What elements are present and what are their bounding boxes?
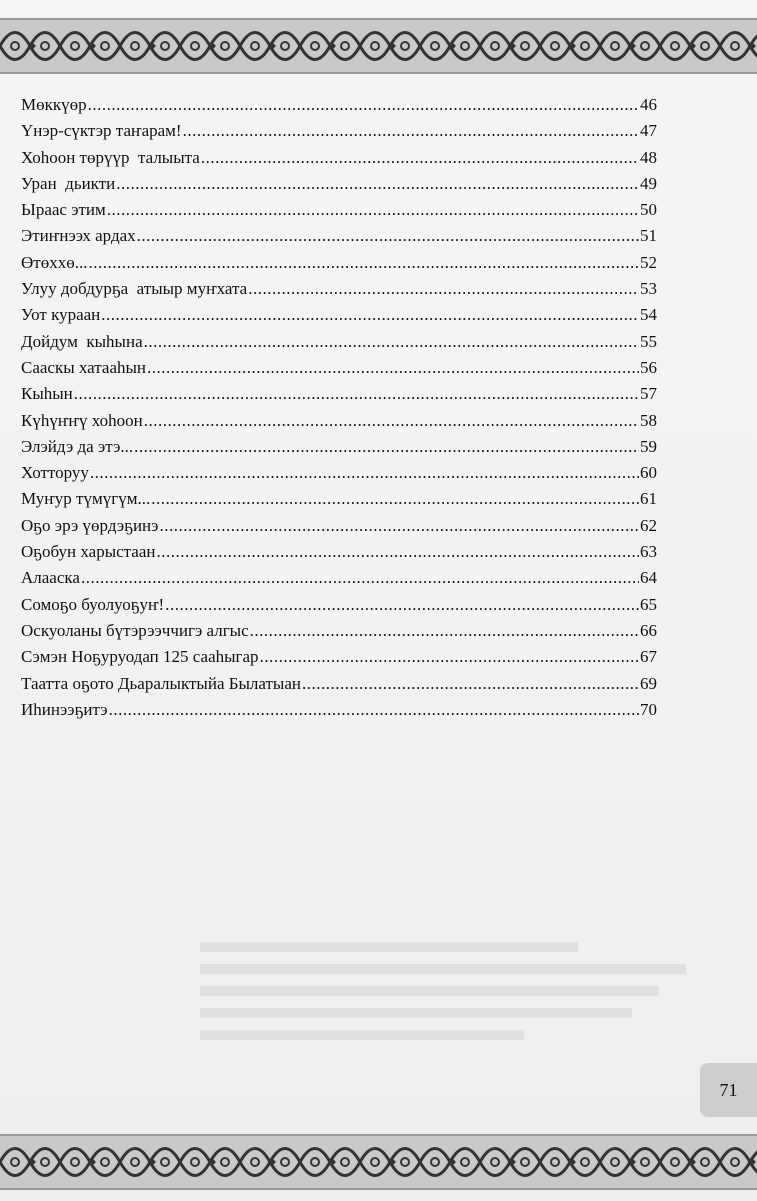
toc-entry xyxy=(21,276,657,302)
toc-leader-dots xyxy=(137,223,639,249)
bleed-through-text xyxy=(200,930,740,1080)
toc-entry xyxy=(21,408,657,434)
toc-entry-page: 69 xyxy=(640,673,657,693)
toc-entry-page: 50 xyxy=(640,200,657,220)
toc-entry-title: Ыраас этим xyxy=(21,200,106,220)
toc-entry xyxy=(21,197,657,223)
toc-leader-dots xyxy=(74,381,639,407)
toc-entry-title: Таатта оҕото Дьаралыктыйа Былатыан xyxy=(21,673,302,693)
toc-entry-title: Уран дьикти xyxy=(21,173,116,193)
toc-leader-dots xyxy=(159,513,639,539)
toc-entry-title: Иһинээҕитэ xyxy=(21,699,108,719)
toc-entry-page: 67 xyxy=(640,647,657,667)
toc-entry-title: Дойдум кыһына xyxy=(21,331,143,351)
toc-entry-page: 66 xyxy=(640,620,657,640)
toc-entry-title: Оскуоланы бүтэрээччигэ алгыс xyxy=(21,620,249,640)
toc-entry-title: Хоһоон төрүүр талыыта xyxy=(21,147,200,167)
ornament-pattern xyxy=(0,1136,757,1188)
toc-leader-dots xyxy=(88,250,639,276)
toc-entry-title: Элэйдэ да этэ... xyxy=(21,436,134,456)
toc-entry xyxy=(21,697,657,723)
toc-entry xyxy=(21,302,657,328)
toc-entry-title: Сэмэн Ноҕуруодап 125 сааһыгар xyxy=(21,647,259,667)
toc-leader-dots xyxy=(250,618,639,644)
toc-entry xyxy=(21,223,657,249)
toc-entry-page: 65 xyxy=(640,594,657,614)
toc-entry-page: 60 xyxy=(640,463,657,483)
toc-entry-title: Кыһын xyxy=(21,384,73,404)
toc-entry-page: 61 xyxy=(640,489,657,509)
toc-entry xyxy=(21,92,657,118)
toc-entry-title: Оҕобун харыстаан xyxy=(21,542,156,562)
toc-entry xyxy=(21,145,657,171)
toc-entry-title: Мөккүөр xyxy=(21,95,87,114)
toc-entry-page: 62 xyxy=(640,515,657,535)
toc-entry-page: 63 xyxy=(640,542,657,562)
toc-leader-dots xyxy=(109,697,639,723)
toc-leader-dots xyxy=(144,408,639,434)
toc-leader-dots xyxy=(144,329,639,355)
toc-entry-title: Күһүҥҥү хоһоон xyxy=(21,410,143,430)
toc-entry xyxy=(21,381,657,407)
toc-leader-dots xyxy=(260,644,639,670)
toc-leader-dots xyxy=(183,118,639,144)
toc-entry xyxy=(21,460,657,486)
toc-leader-dots xyxy=(201,145,639,171)
toc-leader-dots xyxy=(81,565,639,591)
toc-entry-title: Хотторуу xyxy=(21,463,89,483)
toc-entry-page: 56 xyxy=(640,357,657,377)
top-ornament-border xyxy=(0,18,757,74)
toc-entry-page: 59 xyxy=(640,436,657,456)
bottom-ornament-border xyxy=(0,1134,757,1190)
toc-leader-dots xyxy=(134,434,639,460)
toc-entry xyxy=(21,565,657,591)
toc-entry xyxy=(21,250,657,276)
toc-entry xyxy=(21,355,657,381)
toc-entry-title: Этиҥнээх ардах xyxy=(21,226,136,246)
toc-entry-title: Оҕо эрэ үөрдэҕинэ xyxy=(21,515,159,535)
toc-entry-page: 49 xyxy=(640,173,657,193)
toc-entry-title: Алааска xyxy=(21,568,80,588)
toc-entry xyxy=(21,539,657,565)
toc-entry-title: Сомоҕо буолуоҕуҥ! xyxy=(21,594,165,614)
toc-entry xyxy=(21,671,657,697)
toc-leader-dots xyxy=(165,592,639,618)
toc-entry xyxy=(21,618,657,644)
toc-entry-title: Улуу добдурҕа атыыр муҥхата xyxy=(21,279,248,299)
toc-leader-dots xyxy=(88,92,639,118)
page-number-tab xyxy=(700,1063,757,1117)
toc-leader-dots xyxy=(116,171,639,197)
toc-entry-page: 58 xyxy=(640,410,657,430)
toc-entry xyxy=(21,118,657,144)
toc-entry xyxy=(21,434,657,460)
toc-entry-page: 52 xyxy=(640,252,657,272)
toc-leader-dots xyxy=(101,302,639,328)
toc-entry-title: Муҥур түмүгүм... xyxy=(21,489,151,509)
toc-entry xyxy=(21,513,657,539)
toc-entry-title: Сааскы хатааһын xyxy=(21,357,147,377)
toc-entry xyxy=(21,592,657,618)
toc-entry-title: Өтөххө... xyxy=(21,252,88,272)
page-number: 71 xyxy=(719,1079,738,1100)
toc-entry xyxy=(21,329,657,355)
toc-entry-page: 48 xyxy=(640,147,657,167)
toc-entry-page: 53 xyxy=(640,279,657,299)
toc-entry-page: 46 xyxy=(640,95,657,114)
ornament-pattern xyxy=(0,20,757,72)
toc-leader-dots xyxy=(248,276,639,302)
toc-entry xyxy=(21,644,657,670)
toc-entry-page: 54 xyxy=(640,305,657,325)
toc-entry xyxy=(21,171,657,197)
toc-leader-dots xyxy=(107,197,639,223)
toc-entry-title: Уот кураан xyxy=(21,305,101,325)
toc-leader-dots xyxy=(151,486,639,512)
toc-entry-page: 55 xyxy=(640,331,657,351)
toc-entry-page: 70 xyxy=(640,699,657,719)
toc-leader-dots xyxy=(147,355,639,381)
toc-leader-dots xyxy=(157,539,640,565)
table-of-contents xyxy=(21,92,657,723)
toc-entry-page: 57 xyxy=(640,384,657,404)
toc-entry-page: 51 xyxy=(640,226,657,246)
toc-entry-page: 47 xyxy=(640,121,657,141)
toc-leader-dots xyxy=(302,671,639,697)
toc-entry-page: 64 xyxy=(640,568,657,588)
toc-entry xyxy=(21,486,657,512)
toc-leader-dots xyxy=(90,460,639,486)
toc-entry-title: Үнэр-сүктэр таҥарам! xyxy=(21,121,182,141)
